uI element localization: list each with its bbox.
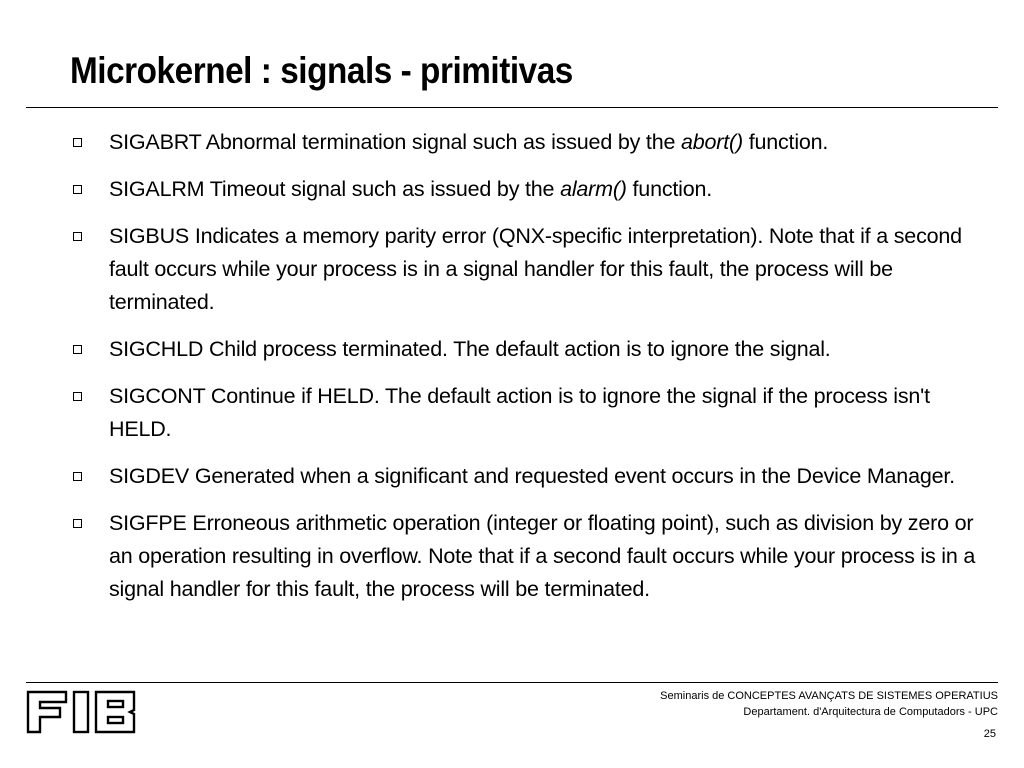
bullet-text: SIGDEV Generated when a significant and requested event occurs in the Device Manager. <box>109 464 955 488</box>
slide-title: Microkernel : signals - primitivas <box>70 50 573 91</box>
bullet-text: SIGABRT Abnormal termination signal such as issued by the <box>109 130 681 154</box>
bullet-text: SIGBUS Indicates a memory parity error (QNX-specific interpretation). Note that if a second fault occurs while your process is in a signal handler for this fault, the process will be terminated. <box>109 224 962 314</box>
footer-text <box>660 688 998 720</box>
square-bullet-icon <box>73 519 82 528</box>
bullet-text: SIGCONT Continue if HELD. The default action is to ignore the signal if the process isn't HELD. <box>109 384 930 441</box>
title-divider <box>26 107 998 108</box>
bullet-list <box>70 126 980 620</box>
bullet-text-after: function. <box>626 177 713 201</box>
square-bullet-icon <box>73 472 82 481</box>
footer-divider <box>26 682 998 683</box>
page-number: 25 <box>983 728 996 740</box>
bullet-italic-text: abort() <box>681 130 743 154</box>
bullet-text-after: function. <box>742 130 829 154</box>
bullet-item-sigalrm <box>70 173 980 206</box>
bullet-item-sigdev <box>70 460 980 493</box>
bullet-italic-text: alarm() <box>560 177 627 201</box>
bullet-item-sigbus <box>70 220 980 319</box>
bullet-item-sigchld <box>70 333 980 366</box>
square-bullet-icon <box>73 138 82 147</box>
square-bullet-icon <box>73 392 82 401</box>
bullet-item-sigabrt <box>70 126 980 159</box>
bullet-item-sigcont <box>70 380 980 446</box>
footer-seminar-line: Seminaris de CONCEPTES AVANÇATS DE SISTEMES OPERATIUS <box>660 690 998 702</box>
square-bullet-icon <box>73 345 82 354</box>
square-bullet-icon <box>73 232 82 241</box>
bullet-text: SIGALRM Timeout signal such as issued by the <box>109 177 561 201</box>
square-bullet-icon <box>73 185 82 194</box>
fib-logo-icon <box>26 689 138 735</box>
bullet-text: SIGCHLD Child process terminated. The default action is to ignore the signal. <box>109 337 831 361</box>
bullet-item-sigfpe <box>70 507 980 606</box>
bullet-text: SIGFPE Erroneous arithmetic operation (integer or floating point), such as division by zero or an operation resulting in overflow. Note that if a second fault occurs while your process is in a signal handler for this fault, the process will be terminated. <box>109 511 976 601</box>
footer-department-line: Departament. d'Arquitectura de Computadors - UPC <box>743 706 998 718</box>
